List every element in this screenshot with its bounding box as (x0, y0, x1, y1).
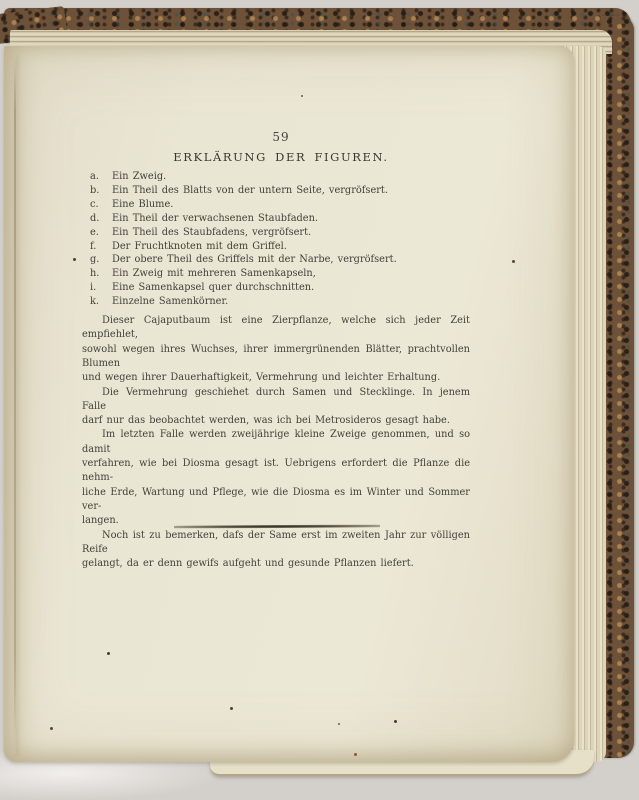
figure-text: Ein Zweig mit mehreren Samenkapseln, (112, 268, 316, 280)
figure-item (82, 184, 470, 198)
figure-item (82, 295, 470, 309)
figure-label: c. (90, 198, 99, 210)
figure-text: Ein Theil des Staubfadens, vergröfsert. (112, 226, 312, 238)
foxing-speck (107, 652, 110, 655)
foxing-speck (50, 727, 53, 730)
body-paragraphs (82, 314, 470, 571)
paragraph-line: liche Erde, Wartung und Pflege, wie die Diosma es im Winter und Sommer ver- (82, 486, 470, 512)
paragraph-line: Dieser Cajaputbaum ist eine Zierpflanze, welche sich jeder Zeit empfiehlet, (82, 315, 470, 341)
figure-label: k. (90, 296, 100, 308)
section-heading: ERKLÄRUNG DER FIGUREN. (173, 150, 389, 164)
figure-item (82, 240, 470, 254)
gutter-crease (14, 56, 16, 754)
foxing-speck (230, 707, 233, 710)
figure-text: Eine Samenkapsel quer durchschnitten. (112, 282, 315, 294)
figure-item (82, 226, 470, 240)
paragraph-line: gelangt, da er denn gewifs aufgeht und gesunde Pflanzen liefert. (82, 558, 414, 570)
paragraph-line: langen. (82, 515, 119, 527)
figure-text: Ein Zweig. (112, 171, 167, 182)
figure-text: Ein Theil der verwachsenen Staubfaden. (112, 212, 319, 224)
figure-list (82, 170, 470, 309)
page-number: 59 (272, 130, 290, 144)
figure-text: Der obere Theil des Griffels mit der Narbe, vergröfsert. (112, 254, 397, 266)
paragraph-line: darf nur das beobachtet werden, was ich bei Metrosideros gesagt habe. (82, 415, 450, 427)
figure-label: d. (90, 212, 100, 224)
figure-label: i. (90, 282, 97, 294)
paragraph-line: Noch ist zu bemerken, dafs der Same erst im zweiten Jahr zur völligen Reife (82, 529, 470, 555)
paragraph-line: und wegen ihrer Dauerhaftigkeit, Vermehrung und leichter Erhaltung. (82, 372, 441, 384)
foxing-speck (73, 258, 76, 261)
figure-text: Ein Theil des Blatts von der untern Seite, vergröfsert. (112, 184, 388, 196)
figure-label: f. (90, 240, 97, 252)
figure-text: Einzelne Samenkörner. (112, 296, 229, 308)
paragraph-line: Im letzten Falle werden zweijährige kleine Zweige genommen, und so damit (82, 429, 470, 455)
paragraph-line: sowohl wegen ihres Wuchses, ihrer immergrünenden Blätter, prachtvollen Blumen (82, 343, 470, 369)
foxing-speck (301, 95, 303, 97)
paragraph-line: verfahren, wie bei Diosma gesagt ist. Uebrigens erfordert die Pflanze die nehm- (82, 458, 470, 484)
foxing-speck (394, 720, 397, 723)
figure-text: Eine Blume. (112, 198, 174, 210)
book-page (4, 46, 574, 762)
paragraph-line: Die Vermehrung geschiehet durch Samen und Stecklinge. In jenem Falle (82, 386, 470, 412)
figure-item (82, 198, 470, 212)
foxing-speck (512, 260, 515, 263)
figure-label: g. (90, 254, 100, 266)
figure-item (82, 267, 470, 281)
figure-item (82, 281, 470, 295)
figure-label: e. (90, 226, 99, 238)
figure-label: h. (90, 268, 100, 280)
figure-label: b. (90, 184, 100, 196)
foxing-speck (354, 753, 357, 756)
figure-label: a. (90, 171, 99, 182)
figure-text: Der Fruchtknoten mit dem Griffel. (112, 240, 287, 252)
foxing-speck (338, 723, 340, 725)
figure-item (82, 170, 470, 184)
figure-item (82, 253, 470, 267)
text-block (82, 130, 470, 571)
figure-item (82, 212, 470, 226)
